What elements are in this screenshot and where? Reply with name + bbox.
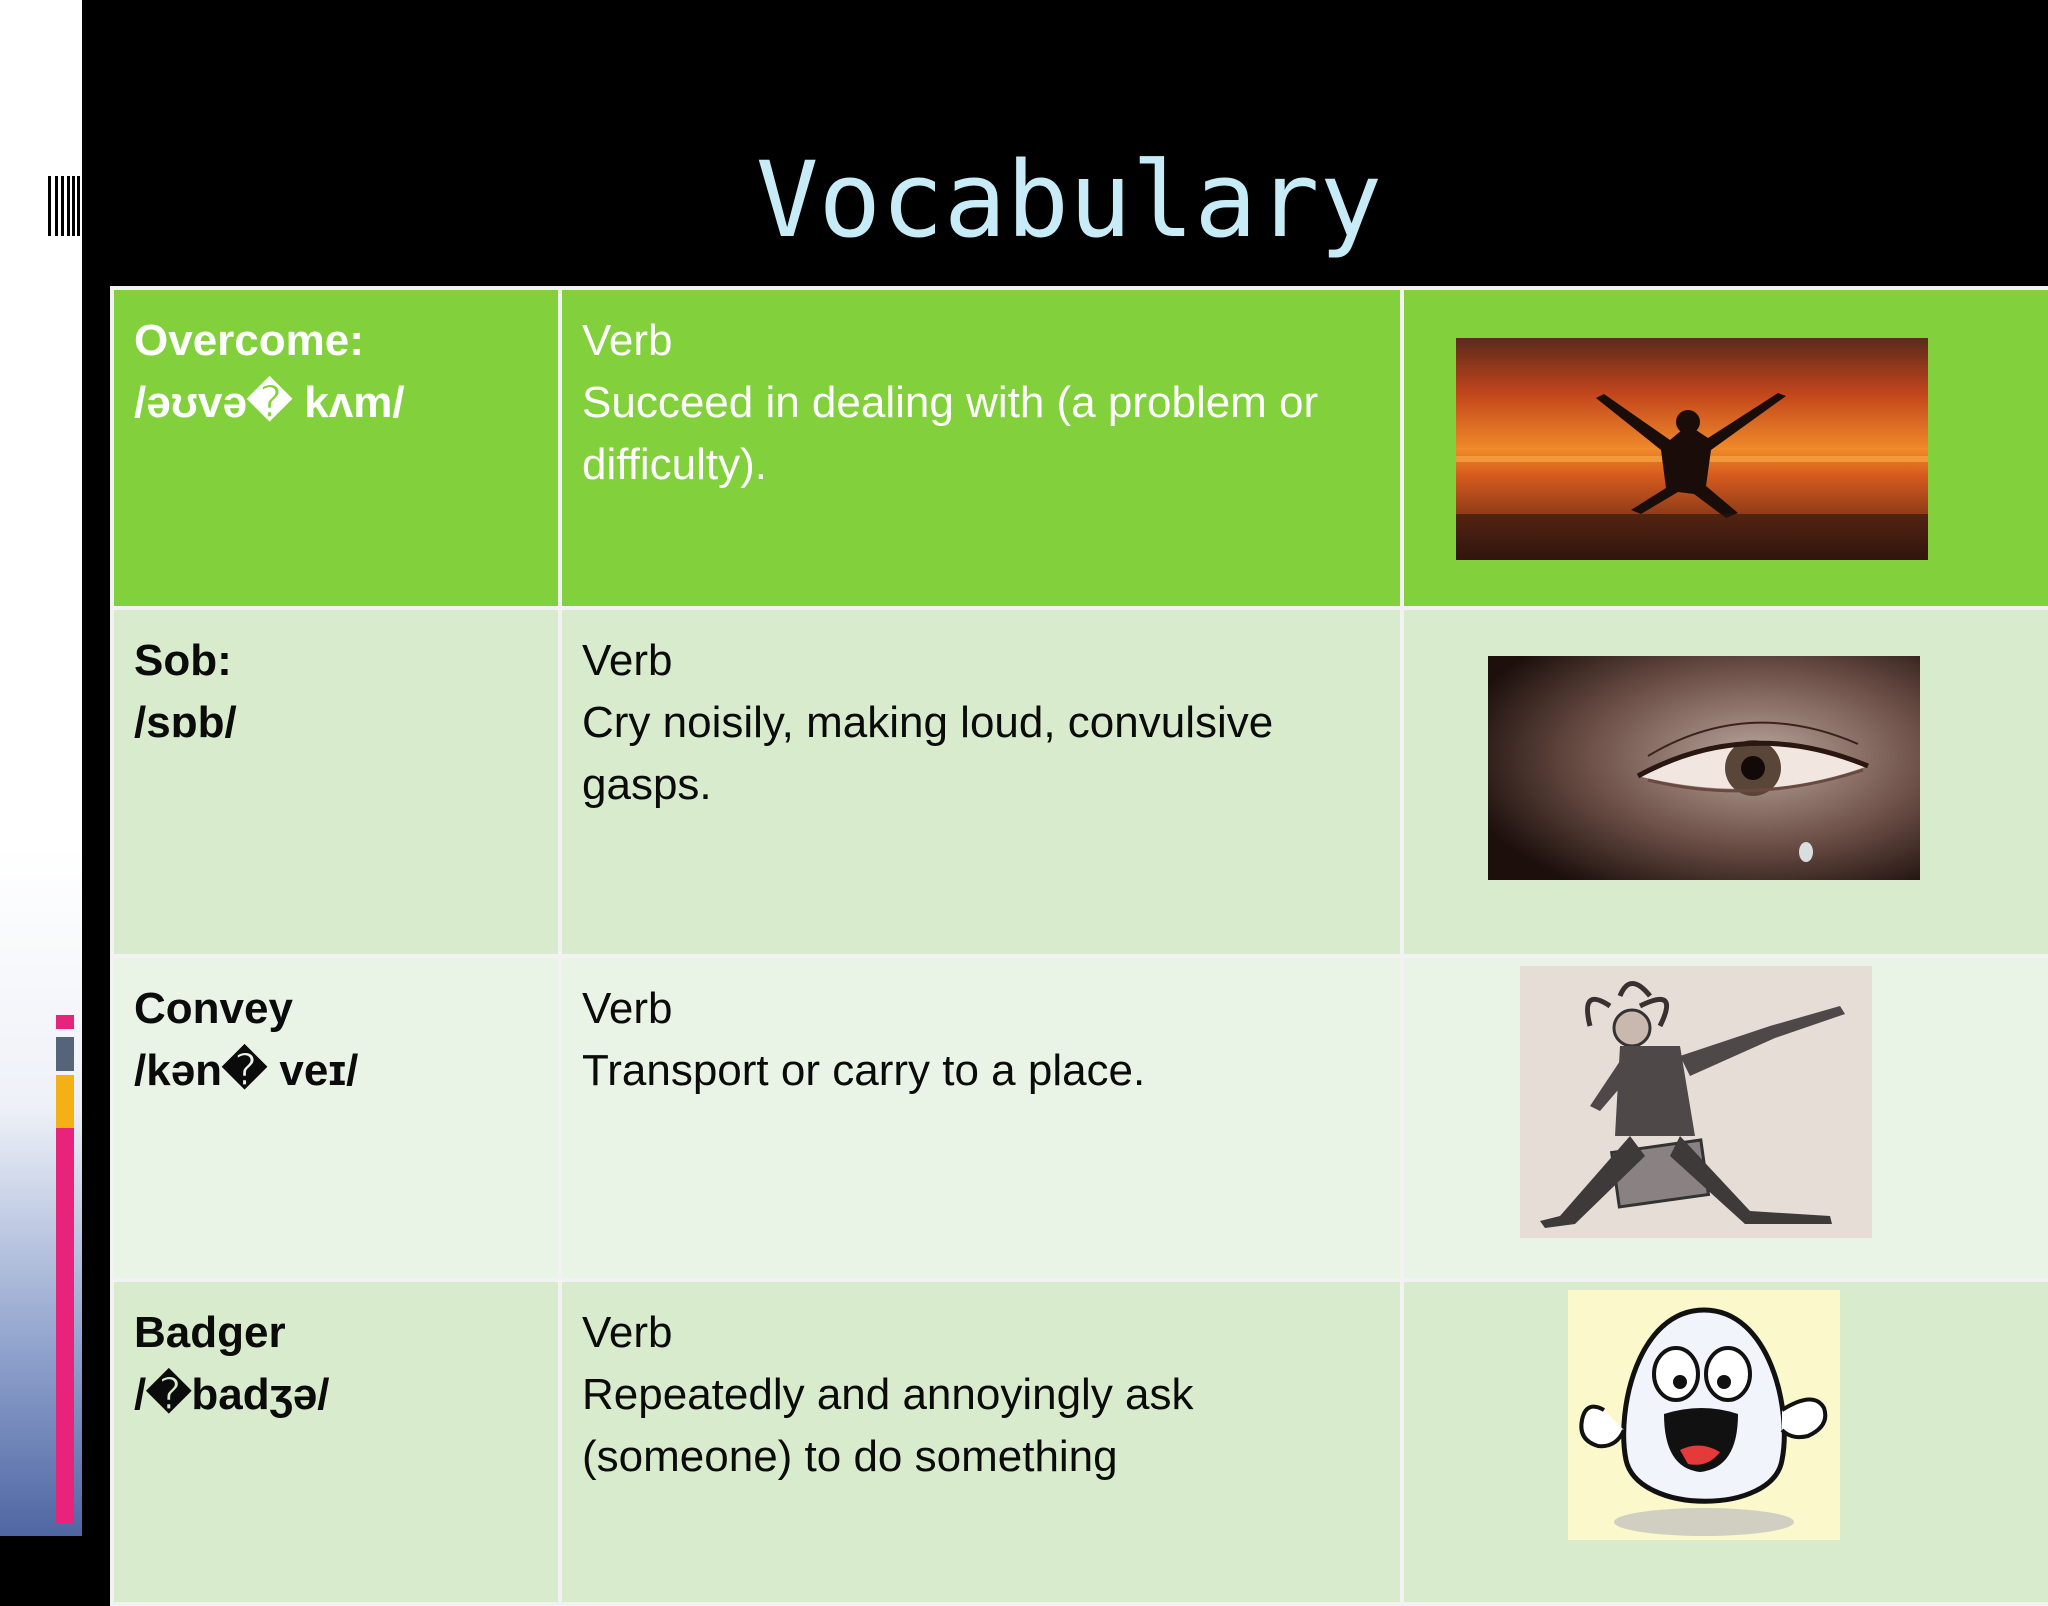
term-word: Convey (134, 984, 293, 1033)
jester-carrying-box-image (1520, 966, 1872, 1238)
term-word: Badger (134, 1308, 286, 1357)
part-of-speech: Verb (582, 1308, 673, 1357)
definition-text: Succeed in dealing with (a problem or difficulty). (582, 378, 1319, 489)
term-cell (112, 608, 560, 956)
definition-text: Cry noisily, making loud, convulsive gasps. (582, 698, 1274, 809)
part-of-speech: Verb (582, 636, 673, 685)
term-cell (112, 288, 560, 608)
slide-title: Vocabulary (755, 139, 1383, 261)
image-cell (1402, 288, 2048, 608)
definition-cell (560, 608, 1402, 956)
sunset-jumping-silhouette-image (1456, 338, 1928, 560)
term-pronunciation: /əʊvə� kʌm/ (134, 378, 405, 427)
vocabulary-table (110, 286, 2048, 1606)
part-of-speech: Verb (582, 984, 673, 1033)
definition-cell (560, 288, 1402, 608)
image-cell (1402, 1280, 2048, 1604)
term-cell (112, 1280, 560, 1604)
table-row (112, 288, 2048, 608)
term-pronunciation: /�badʒə/ (134, 1370, 330, 1419)
term-word: Overcome: (134, 316, 364, 365)
definition-text: Transport or carry to a place. (582, 1046, 1146, 1095)
image-cell (1402, 608, 2048, 956)
table-row (112, 608, 2048, 956)
screaming-egg-cartoon-image (1568, 1290, 1840, 1540)
image-cell (1402, 956, 2048, 1280)
term-cell (112, 956, 560, 1280)
term-word: Sob: (134, 636, 232, 685)
left-dark-edge (82, 0, 90, 1536)
crying-eye-with-tear-image (1488, 656, 1920, 880)
term-pronunciation: /sɒb/ (134, 698, 237, 747)
definition-cell (560, 1280, 1402, 1604)
decor-stripes (48, 176, 82, 236)
definition-cell (560, 956, 1402, 1280)
term-pronunciation: /kən� veɪ/ (134, 1046, 359, 1095)
part-of-speech: Verb (582, 316, 673, 365)
table-row (112, 1280, 2048, 1604)
definition-text: Repeatedly and annoyingly ask (someone) to do something (582, 1370, 1194, 1481)
table-row (112, 956, 2048, 1280)
